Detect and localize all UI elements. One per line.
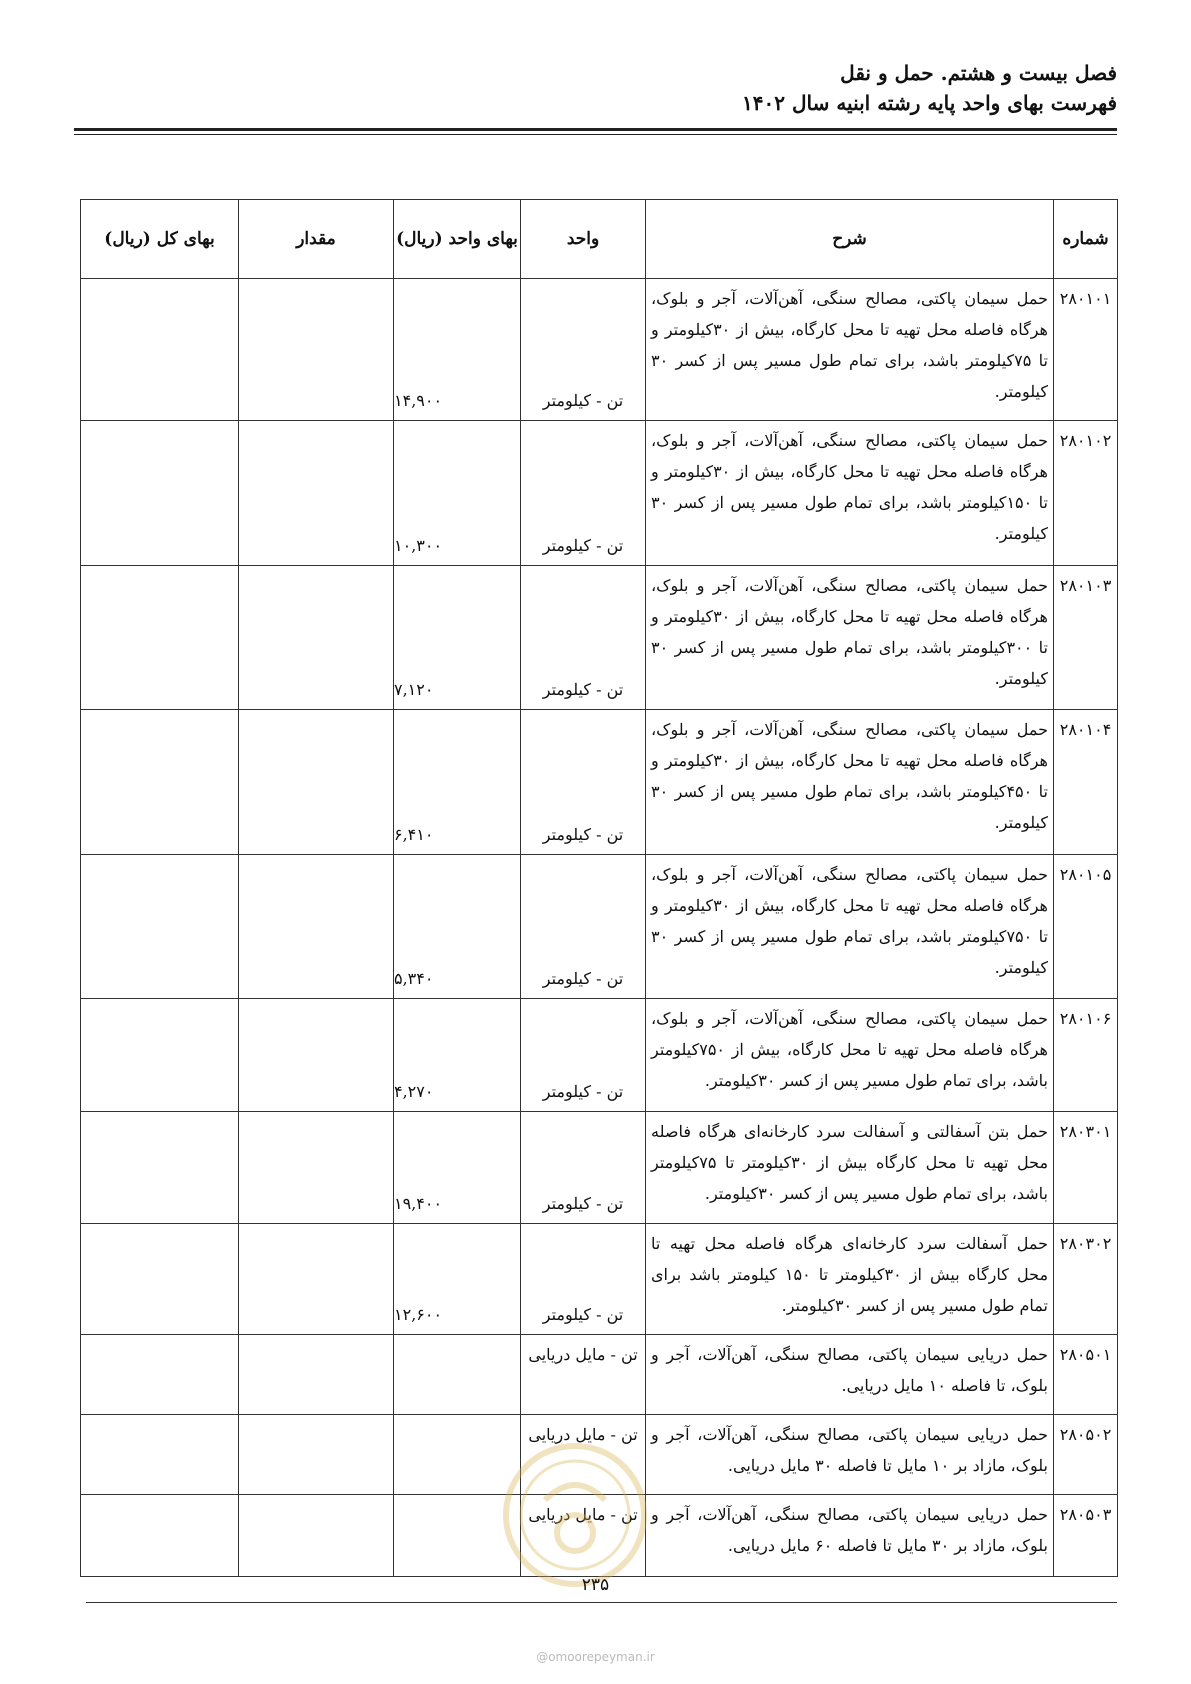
item-code: ۲۸۰۱۰۲ [1054, 421, 1118, 566]
item-code: ۲۸۰۱۰۳ [1054, 566, 1118, 710]
seal-icon [500, 1440, 650, 1590]
item-quantity [239, 855, 394, 999]
item-total-price [81, 279, 239, 421]
item-unit-price: ۱۲,۶۰۰ [394, 1224, 521, 1335]
table-row [81, 566, 1118, 710]
item-total-price [81, 1415, 239, 1495]
item-unit-price: ۷,۱۲۰ [394, 566, 521, 710]
item-total-price [81, 710, 239, 855]
item-quantity [239, 279, 394, 421]
item-description: حمل سیمان پاکتی، مصالح سنگی، آهن‌آلات، آجر و بلوک، هرگاه فاصله محل تهیه تا محل کارگاه، بیش از ۳۰کیلومتر و تا ۴۵۰کیلومتر باشد، برای تمام طول مسیر پس از کسر ۳۰ کیلومتر. [646, 710, 1054, 855]
price-table [80, 199, 1118, 1577]
table-row [81, 1335, 1118, 1415]
item-unit: تن - مایل دریایی [521, 1495, 646, 1577]
item-unit: تن - مایل دریایی [521, 1335, 646, 1415]
item-total-price [81, 1224, 239, 1335]
item-description: حمل آسفالت سرد کارخانه‌ای هرگاه فاصله محل تهیه تا محل کارگاه بیش از ۳۰کیلومتر تا ۱۵۰ کیلومتر باشد برای تمام طول مسیر پس از کسر ۳۰کیلومتر. [646, 1224, 1054, 1335]
item-total-price [81, 999, 239, 1112]
table-row [81, 279, 1118, 421]
item-unit-price: ۴,۲۷۰ [394, 999, 521, 1112]
item-quantity [239, 1415, 394, 1495]
table-row [81, 1224, 1118, 1335]
item-code: ۲۸۰۱۰۱ [1054, 279, 1118, 421]
item-quantity [239, 1495, 394, 1577]
item-code: ۲۸۰۵۰۳ [1054, 1495, 1118, 1577]
item-total-price [81, 421, 239, 566]
item-total-price [81, 1335, 239, 1415]
item-description: حمل سیمان پاکتی، مصالح سنگی، آهن‌آلات، آجر و بلوک، هرگاه فاصله محل تهیه تا محل کارگاه، بیش از ۳۰کیلومتر و تا ۱۵۰کیلومتر باشد، برای تمام طول مسیر پس از کسر ۳۰ کیلومتر. [646, 421, 1054, 566]
item-description: حمل سیمان پاکتی، مصالح سنگی، آهن‌آلات، آجر و بلوک، هرگاه فاصله محل تهیه تا محل کارگاه، بیش از ۳۰کیلومتر و تا ۷۵۰کیلومتر باشد، برای تمام طول مسیر پس از کسر ۳۰ کیلومتر. [646, 855, 1054, 999]
item-total-price [81, 1112, 239, 1224]
item-description: حمل سیمان پاکتی، مصالح سنگی، آهن‌آلات، آجر و بلوک، هرگاه فاصله محل تهیه تا محل کارگاه، بیش از ۳۰کیلومتر و تا ۷۵کیلومتر باشد، برای تمام طول مسیر پس از کسر ۳۰ کیلومتر. [646, 279, 1054, 421]
item-unit: تن - کیلومتر [521, 1224, 646, 1335]
item-unit-price: ۵,۳۴۰ [394, 855, 521, 999]
item-unit: تن - کیلومتر [521, 1112, 646, 1224]
item-unit-price: ۱۴,۹۰۰ [394, 279, 521, 421]
item-unit-price: ۱۹,۴۰۰ [394, 1112, 521, 1224]
item-unit: تن - کیلومتر [521, 279, 646, 421]
item-code: ۲۸۰۱۰۶ [1054, 999, 1118, 1112]
item-unit: تن - کیلومتر [521, 710, 646, 855]
header-rule-thin [74, 134, 1117, 135]
website-link[interactable]: @omoorepeyman.ir [536, 1650, 655, 1664]
item-quantity [239, 710, 394, 855]
header-rule-thick [74, 128, 1117, 131]
item-code: ۲۸۰۵۰۲ [1054, 1415, 1118, 1495]
item-code: ۲۸۰۱۰۵ [1054, 855, 1118, 999]
item-unit-price: ۶,۴۱۰ [394, 710, 521, 855]
item-total-price [81, 1495, 239, 1577]
list-title: فهرست بهای واحد پایه رشته ابنیه سال ۱۴۰۲ [742, 91, 1117, 115]
column-header-code: شماره [1054, 200, 1118, 279]
item-quantity [239, 421, 394, 566]
table-row [81, 1112, 1118, 1224]
item-unit-price: ۱۰,۳۰۰ [394, 421, 521, 566]
item-description: حمل دریایی سیمان پاکتی، مصالح سنگی، آهن‌آلات، آجر و بلوک، مازاد بر ۳۰ مایل تا فاصله ۶۰ مایل دریایی. [646, 1495, 1054, 1577]
column-header-unit: واحد [521, 200, 646, 279]
item-code: ۲۸۰۳۰۱ [1054, 1112, 1118, 1224]
item-code: ۲۸۰۱۰۴ [1054, 710, 1118, 855]
table-row [81, 710, 1118, 855]
item-unit: تن - کیلومتر [521, 566, 646, 710]
column-header-description: شرح [646, 200, 1054, 279]
item-quantity [239, 566, 394, 710]
table-header-row [81, 200, 1118, 279]
item-quantity [239, 1224, 394, 1335]
column-header-unit-price: بهای واحد (ریال) [394, 200, 521, 279]
footer-rule [86, 1602, 1117, 1603]
table-row [81, 855, 1118, 999]
item-code: ۲۸۰۵۰۱ [1054, 1335, 1118, 1415]
item-total-price [81, 855, 239, 999]
item-quantity [239, 1112, 394, 1224]
column-header-quantity: مقدار [239, 200, 394, 279]
item-unit: تن - کیلومتر [521, 999, 646, 1112]
chapter-title: فصل بیست و هشتم. حمل و نقل [840, 61, 1117, 85]
item-quantity [239, 1335, 394, 1415]
table-row [81, 421, 1118, 566]
column-header-total-price: بهای کل (ریال) [81, 200, 239, 279]
item-unit: تن - کیلومتر [521, 421, 646, 566]
table-row [81, 999, 1118, 1112]
item-unit: تن - کیلومتر [521, 855, 646, 999]
page-header [742, 58, 1117, 118]
page-number: ۲۳۵ [581, 1575, 610, 1595]
item-quantity [239, 999, 394, 1112]
item-total-price [81, 566, 239, 710]
item-description: حمل دریایی سیمان پاکتی، مصالح سنگی، آهن‌آلات، آجر و بلوک، تا فاصله ۱۰ مایل دریایی. [646, 1335, 1054, 1415]
item-description: حمل دریایی سیمان پاکتی، مصالح سنگی، آهن‌آلات، آجر و بلوک، مازاد بر ۱۰ مایل تا فاصله ۳۰ مایل دریایی. [646, 1415, 1054, 1495]
item-unit-price [394, 1335, 521, 1415]
item-description: حمل بتن آسفالتی و آسفالت سرد کارخانه‌ای هرگاه فاصله محل تهیه تا محل کارگاه بیش از ۳۰کیلومتر تا ۷۵کیلومتر باشد، برای تمام طول مسیر پس از کسر ۳۰کیلومتر. [646, 1112, 1054, 1224]
item-description: حمل سیمان پاکتی، مصالح سنگی، آهن‌آلات، آجر و بلوک، هرگاه فاصله محل تهیه تا محل کارگاه، بیش از ۷۵۰کیلومتر باشد، برای تمام طول مسیر پس از کسر ۳۰کیلومتر. [646, 999, 1054, 1112]
item-description: حمل سیمان پاکتی، مصالح سنگی، آهن‌آلات، آجر و بلوک، هرگاه فاصله محل تهیه تا محل کارگاه، بیش از ۳۰کیلومتر و تا ۳۰۰کیلومتر باشد، برای تمام طول مسیر پس از کسر ۳۰ کیلومتر. [646, 566, 1054, 710]
item-code: ۲۸۰۳۰۲ [1054, 1224, 1118, 1335]
item-unit: تن - مایل دریایی [521, 1415, 646, 1495]
